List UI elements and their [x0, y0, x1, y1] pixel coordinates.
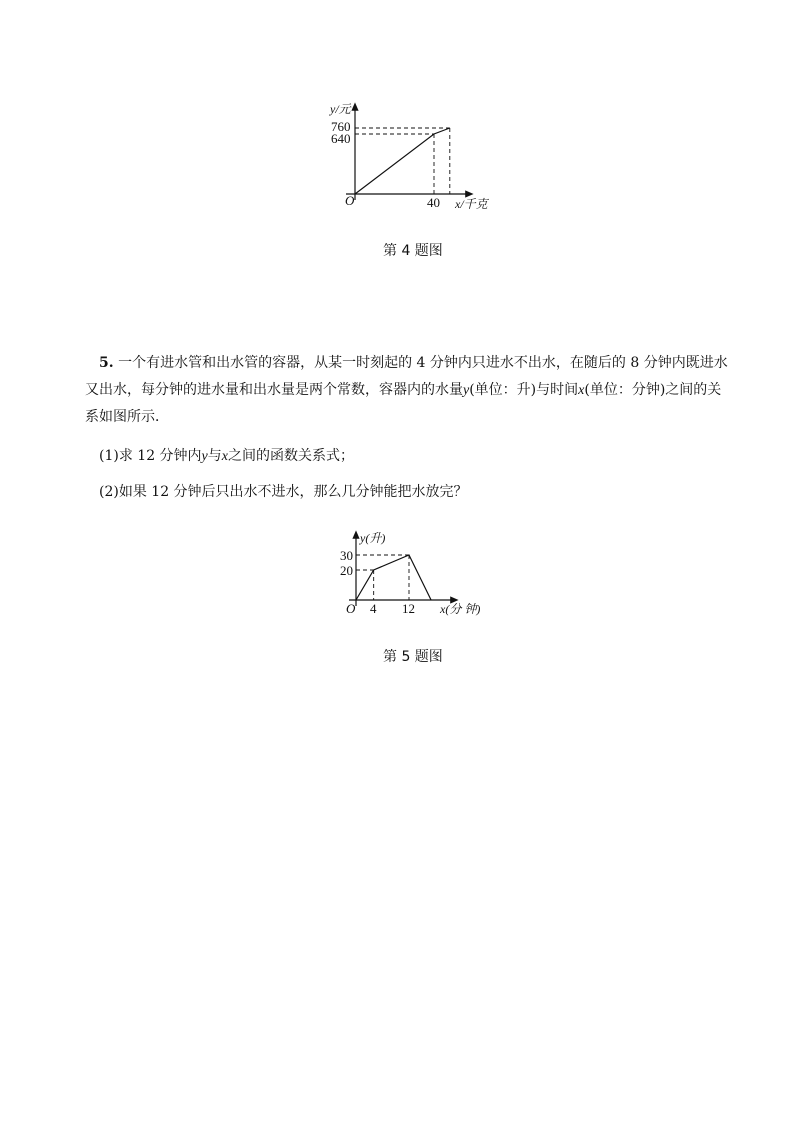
fig4-y-tick-760: 760: [331, 119, 351, 134]
problem-5-text-line-2b: (单位：升)与时间: [469, 382, 579, 398]
variable-y: y: [201, 449, 208, 464]
fig5-origin-label: O: [346, 601, 356, 616]
question-1: [99, 443, 354, 470]
fig4-y-axis-label: y/元: [330, 102, 351, 116]
question-1-part-b: 与: [207, 448, 222, 464]
question-1-part-c: 之间的函数关系式；: [227, 448, 354, 464]
figure-4-chart: [0, 0, 794, 240]
figure-5-caption: 第 5 题图: [383, 649, 443, 665]
question-1-part-a: (1)求 12 分钟内: [99, 448, 202, 464]
problem-5-line-3: 系如图所示．: [85, 409, 169, 425]
variable-y: y: [463, 383, 470, 398]
question-2: (2)如果 12 分钟后只出水不进水，那么几分钟能把水放完？: [99, 484, 468, 500]
fig5-x-tick-4: 4: [370, 601, 377, 616]
fig4-x-tick-40: 40: [427, 195, 440, 210]
problem-number: 5.: [99, 355, 114, 371]
fig5-x-axis-label: x(分 钟): [440, 602, 481, 616]
fig4-y-tick-640: 640: [331, 131, 351, 146]
fig5-data-line: [356, 555, 431, 600]
fig4-data-line: [355, 128, 450, 194]
fig5-x-tick-12: 12: [402, 601, 415, 616]
problem-5-text-line-2a: 又出水，每分钟的进水量和出水量是两个常数，容器内的水量: [85, 382, 463, 398]
fig5-y-tick-30: 30: [340, 548, 353, 563]
variable-x: x: [578, 383, 585, 398]
fig4-origin-label: O: [345, 193, 355, 208]
problem-5-text: [85, 350, 728, 431]
problem-5-line-1: [85, 350, 728, 377]
variable-x: x: [221, 449, 228, 464]
fig4-x-axis-label: x/千克: [455, 197, 488, 211]
problem-5-text-line-1: 一个有进水管和出水管的容器，从某一时刻起的 4 分钟内只进水不出水，在随后的 8 分钟内既进水: [118, 355, 728, 371]
figure-5-chart: [0, 520, 794, 630]
fig5-y-axis-label: y(升): [360, 531, 386, 545]
figure-4-caption: 第 4 题图: [383, 243, 443, 259]
problem-5-text-line-2c: (单位：分钟)之间的关: [584, 382, 722, 398]
fig5-y-tick-20: 20: [340, 563, 353, 578]
problem-5-line-2: [85, 377, 725, 404]
